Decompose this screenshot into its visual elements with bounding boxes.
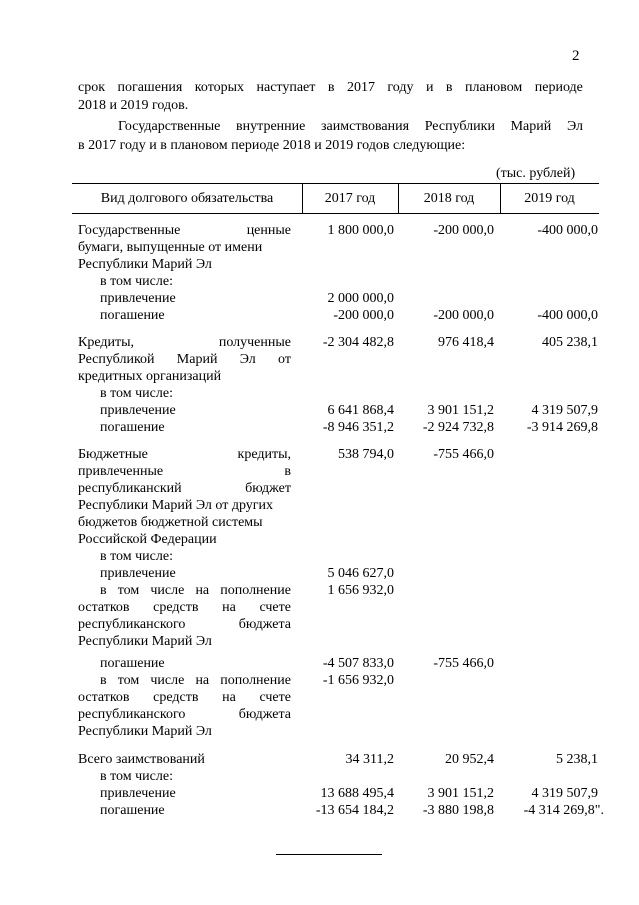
securities-attract-2017: 2 000 000,0 (327, 291, 394, 306)
budget-repay-2018: -755 466,0 (433, 656, 494, 671)
credits-label-line-1: Кредиты, полученные (78, 335, 291, 350)
securities-repay-2017: -200 000,0 (333, 308, 394, 323)
budget-repay-2017: -4 507 833,0 (322, 656, 394, 671)
budget-label-line-4: Республики Марий Эл от других (78, 498, 274, 513)
credits-total-2017: -2 304 482,8 (322, 335, 394, 350)
budget-total-2017: 538 794,0 (338, 447, 394, 462)
budget-label-line-3: республиканский бюджет (78, 481, 291, 496)
total-2019: 5 238,1 (556, 752, 598, 767)
credits-label-line-3: кредитных организаций (78, 369, 222, 384)
budget-label-line-1: Бюджетные кредиты, (78, 447, 291, 462)
budget-attract-sub-line-4: Республики Марий Эл (78, 634, 212, 649)
budget-repay-sub-2017: -1 656 932,0 (322, 673, 394, 688)
budget-attract-sub-line-1: в том числе на пополнение (100, 583, 291, 598)
securities-label-line-1: Государственные ценные (78, 223, 291, 238)
table-top-border (72, 183, 599, 184)
header-2018: 2018 год (423, 191, 475, 206)
total-attract-2017: 13 688 495,4 (320, 786, 394, 801)
securities-repay-2018: -200 000,0 (433, 308, 494, 323)
budget-label-line-6: Российской Федерации (78, 532, 217, 547)
securities-label-line-2: бумаги, выпущенные от имени (78, 240, 263, 255)
securities-total-2017: 1 800 000,0 (327, 223, 394, 238)
credits-repay-label: погашение (100, 420, 165, 435)
total-2018: 20 952,4 (445, 752, 494, 767)
total-repay-2017: -13 654 184,2 (315, 803, 394, 818)
total-repay-2018: -3 880 198,8 (422, 803, 494, 818)
securities-attract-label: привлечение (100, 291, 176, 306)
credits-repay-2018: -2 924 732,8 (422, 420, 494, 435)
budget-attract-sub-2017: 1 656 932,0 (327, 583, 394, 598)
unit-label: (тыс. рублей) (496, 166, 576, 181)
total-in-which-label: в том числе: (100, 769, 173, 784)
budget-in-which-label: в том числе: (100, 549, 173, 564)
budget-attract-label: привлечение (100, 566, 176, 581)
securities-repay-label: погашение (100, 308, 165, 323)
budget-repay-label: погашение (100, 656, 165, 671)
total-2017: 34 311,2 (345, 752, 394, 767)
budget-repay-sub-line-1: в том числе на пополнение (100, 673, 291, 688)
securities-label-line-3: Республики Марий Эл (78, 257, 212, 272)
credits-attract-2017: 6 641 868,4 (327, 403, 394, 418)
total-label: Всего заимствований (78, 752, 205, 767)
credits-attract-label: привлечение (100, 403, 176, 418)
footer-separator-line (276, 854, 382, 855)
intro-line-1: срок погашения которых наступает в 2017 году и в плановом периоде (78, 80, 583, 95)
credits-in-which-label: в том числе: (100, 386, 173, 401)
header-2017: 2017 год (324, 191, 376, 206)
securities-total-2019: -400 000,0 (537, 223, 598, 238)
budget-repay-sub-line-2: остатков средств на счете (78, 690, 291, 705)
credits-total-2018: 976 418,4 (438, 335, 494, 350)
table-header-bottom-border (72, 213, 599, 214)
credits-label-line-2: Республикой Марий Эл от (78, 352, 291, 367)
credits-total-2019: 405 238,1 (542, 335, 598, 350)
intro-line-4: в 2017 году и в плановом периоде 2018 и 2019 годов следующие: (78, 138, 466, 153)
budget-label-line-2: привлеченные в (78, 464, 291, 479)
credits-repay-2017: -8 946 351,2 (322, 420, 394, 435)
securities-in-which-label: в том числе: (100, 274, 173, 289)
budget-attract-sub-line-3: республиканского бюджета (78, 617, 291, 632)
budget-attract-sub-line-2: остатков средств на счете (78, 600, 291, 615)
total-attract-label: привлечение (100, 786, 176, 801)
total-attract-2019: 4 319 507,9 (531, 786, 598, 801)
header-debt-type: Вид долгового обязательства (100, 191, 274, 206)
credits-attract-2018: 3 901 151,2 (427, 403, 494, 418)
total-repay-2019: -4 314 269,8". (523, 803, 604, 818)
securities-repay-2019: -400 000,0 (537, 308, 598, 323)
securities-total-2018: -200 000,0 (433, 223, 494, 238)
total-attract-2018: 3 901 151,2 (427, 786, 494, 801)
budget-attract-2017: 5 046 627,0 (327, 566, 394, 581)
budget-repay-sub-line-3: республиканского бюджета (78, 707, 291, 722)
credits-repay-2019: -3 914 269,8 (526, 420, 598, 435)
page-number: 2 (572, 48, 580, 64)
header-2019: 2019 год (524, 191, 575, 206)
credits-attract-2019: 4 319 507,9 (531, 403, 598, 418)
budget-total-2018: -755 466,0 (433, 447, 494, 462)
budget-label-line-5: бюджетов бюджетной системы (78, 515, 263, 530)
intro-line-3: Государственные внутренние заимствования Республики Марий Эл (118, 119, 583, 134)
total-repay-label: погашение (100, 803, 165, 818)
intro-line-2: 2018 и 2019 годов. (78, 98, 189, 113)
budget-repay-sub-line-4: Республики Марий Эл (78, 724, 212, 739)
